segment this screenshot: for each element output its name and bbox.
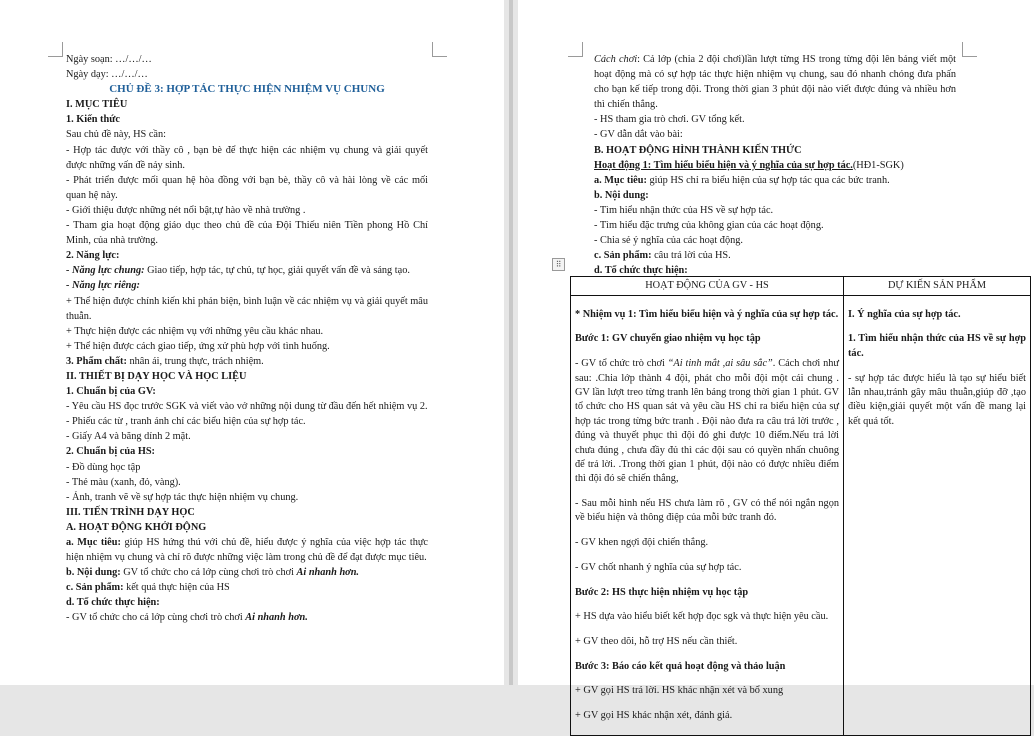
page-gap bbox=[504, 0, 518, 685]
heading: 2. Năng lực: bbox=[66, 250, 120, 262]
text: (HĐ1-SGK) bbox=[852, 159, 904, 171]
text-line: + GV gọi HS khác nhận xét, đánh giá. bbox=[575, 710, 733, 722]
heading: 1. Chuẩn bị của GV: bbox=[66, 386, 156, 398]
text-line: - Phát triển được mối quan hệ hòa đồng với bạn bè, thầy cô và hài lòng về các mối quan hệ này. bbox=[66, 174, 428, 201]
heading: B. HOẠT ĐỘNG HÌNH THÀNH KIẾN THỨC bbox=[594, 144, 802, 156]
step-title: Bước 3: Báo cáo kết quả hoạt động và thảo luận bbox=[575, 660, 786, 672]
text-line bbox=[594, 248, 956, 263]
text-line: - Tham gia hoạt động giáo dục theo chủ đề của Đội Thiếu niên Tiền phong Hồ Chí Minh, của nhà trường. bbox=[66, 220, 428, 247]
heading: d. Tổ chức thực hiện: bbox=[66, 597, 160, 609]
text-line bbox=[594, 158, 956, 173]
product-title: I. Ý nghĩa của sự hợp tác. bbox=[848, 308, 961, 320]
text-line: - Chia sẻ ý nghĩa của các hoạt động. bbox=[594, 235, 743, 247]
crop-mark bbox=[962, 42, 977, 57]
heading: d. Tổ chức thực hiện: bbox=[594, 265, 688, 277]
label: a. Mục tiêu: bbox=[594, 174, 647, 186]
table-move-handle-icon[interactable]: ⠿ bbox=[552, 258, 565, 271]
product-subtitle: 1. Tìm hiểu nhận thức của HS về sự hợp tác. bbox=[848, 333, 1026, 359]
document-page-right bbox=[518, 0, 1034, 722]
game-name: Ai nhanh hơn. bbox=[296, 567, 360, 579]
text-line bbox=[66, 535, 428, 565]
text-line: + GV theo dõi, hỗ trợ HS nếu cần thiết. bbox=[575, 635, 738, 647]
task-title: * Nhiệm vụ 1: Tìm hiểu biểu hiện và ý nghĩa của sự hợp tác. bbox=[575, 308, 839, 320]
table-header-cell: DỰ KIẾN SẢN PHẨM bbox=[844, 277, 1031, 296]
crop-mark bbox=[432, 42, 447, 57]
text-line: - Thẻ màu (xanh, đỏ, vàng). bbox=[66, 476, 181, 488]
text-line: - Sau mỗi hình nếu HS chưa làm rõ , GV có thể nói ngắn ngọn về biểu hiện và thông điệp của mỗi bức tranh đó. bbox=[575, 498, 839, 524]
table-header-row bbox=[571, 277, 1031, 296]
text: nhân ái, trung thực, trách nhiệm. bbox=[126, 355, 264, 367]
activity-table bbox=[570, 276, 1031, 736]
text-line: - sự hợp tác được hiểu là tạo sự hiểu biết lẫn nhau,tránh gây mâu thuẫn,giúp đỡ ,tạo điều kiện,giải quyết một vấn đề mang lại kết quả tốt. bbox=[848, 372, 1026, 427]
text: giúp HS hứng thú với chủ đề, hiểu được ý nghĩa của việc hợp tác thực hiện nhiệm vụ chung và chỉ rõ được những việc làm trong chủ đề để đạt được mục tiêu. bbox=[66, 537, 429, 564]
text: câu trả lời của HS. bbox=[651, 250, 731, 262]
text-line: - Giấy A4 và băng dính 2 mặt. bbox=[66, 431, 191, 443]
step-title: Bước 1: GV chuyển giao nhiệm vụ học tập bbox=[575, 333, 761, 345]
heading: II. THIẾT BỊ DẠY HỌC VÀ HỌC LIỆU bbox=[66, 370, 247, 382]
heading: 2. Chuẩn bị của HS: bbox=[66, 446, 155, 458]
text-line: - Hợp tác được với thầy cô , bạn bè để thực hiện các nhiệm vụ chung và giải quyết được những vấn đề nảy sinh. bbox=[66, 144, 428, 171]
text: - GV tổ chức trò chơi bbox=[575, 358, 668, 370]
text: kết quả thực hiện của HS bbox=[123, 582, 230, 594]
label: c. Sản phẩm: bbox=[594, 250, 652, 262]
text: GV tổ chức cho cả lớp cùng chơi trò chơi bbox=[120, 567, 297, 579]
text-line: - Yêu cầu HS đọc trước SGK và viết vào vở những nội dung từ đầu đến hết nhiệm vụ 2. bbox=[66, 401, 428, 413]
text-line bbox=[66, 580, 428, 595]
heading: III. TIẾN TRÌNH DẠY HỌC bbox=[66, 506, 195, 518]
text-line bbox=[594, 173, 956, 188]
text-line bbox=[66, 354, 428, 369]
table-header-cell: HOẠT ĐỘNG CỦA GV - HS bbox=[571, 277, 844, 296]
game-name: “Ai tinh mắt ,ai sâu sắc” bbox=[667, 358, 773, 370]
topic-title: CHỦ ĐỀ 3: HỢP TÁC THỰC HIỆN NHIỆM VỤ CHUNG bbox=[109, 83, 385, 96]
text-line: + HS dựa vào hiểu biết kết hợp đọc sgk và thực hiện yêu cầu. bbox=[575, 611, 829, 623]
text-line: - GV khen ngợi đội chiến thắng. bbox=[575, 537, 709, 549]
text: : Cả lớp (chia 2 đội chơi)lần lượt từng HS trong từng đội lên bảng viết một hoạt động mà có sự hợp tác thực hiện nhiệm vụ chung, sau đó nhanh chóng đưa phấn cho bạn kế tiếp trong đội. Trong thời gian 3 phút đội nào viết được đúng và nhiều hơn thì chiến thắng. bbox=[594, 54, 956, 111]
label: a. Mục tiêu: bbox=[66, 537, 121, 548]
text-line: - Tìm hiểu nhận thức của HS về sự hợp tác. bbox=[594, 204, 774, 216]
text-line: - Ảnh, tranh vẽ về sự hợp tác thực hiện nhiệm vụ chung. bbox=[66, 491, 299, 503]
text-line: - Phiếu các từ , tranh ảnh chỉ các biểu hiện của sự hợp tác. bbox=[66, 416, 306, 428]
text: giúp HS chỉ ra biểu hiện của sự hợp tác qua các bức tranh. bbox=[646, 174, 890, 186]
activity-title: Hoạt động 1: Tìm hiểu biểu hiện và ý nghĩa của sự hợp tác. bbox=[594, 159, 853, 171]
heading: I. MỤC TIÊU bbox=[66, 99, 128, 111]
text-line bbox=[66, 263, 428, 278]
text-line: - Tìm hiểu đặc trưng của không gian của các hoạt động. bbox=[594, 220, 824, 232]
text: - GV tổ chức cho cả lớp cùng chơi trò chơi bbox=[66, 612, 246, 624]
text: . Cách chơi như sau: .Chia lớp thành 4 đội, phát cho mỗi đội một cái chung . GV lần lượt treo từng tranh lên bảng trong thời gian 1 phút. GV tổ chức cho HS quan sát và yêu cầu HS chỉ ra biểu hiện của sự hợp tác trong từng bức tranh . Đội nào đưa ra câu trả lời trước , đúng và thuyết phục thì đội đó ghi được 10 điểm.Nếu trả lời chưa đúng , chưa đầy đủ thì các đội sau có quyền nhấn chuông để trả lời. .Trong thời gian 1 phút, đội nào có được nhiều điểm thì đội đó sẽ chiến thắng, bbox=[575, 358, 840, 485]
text-line: Ngày soạn: …/…/… bbox=[66, 54, 152, 65]
text-line: - GV chốt nhanh ý nghĩa của sự hợp tác. bbox=[575, 561, 742, 573]
text-line bbox=[66, 565, 428, 580]
text-line: + Thể hiện được chính kiến khi phản biện, bình luận về các nhiệm vụ và giải quyết mâu thuẫn. bbox=[66, 295, 428, 322]
text-line bbox=[594, 52, 956, 112]
label: c. Sản phẩm: bbox=[66, 582, 124, 594]
text-line: - GV dẫn dắt vào bài: bbox=[594, 129, 683, 141]
text-line: Sau chủ đề này, HS cần: bbox=[66, 129, 166, 141]
heading: b. Nội dung: bbox=[594, 189, 649, 201]
text-line: - Đồ dùng học tập bbox=[66, 461, 141, 473]
text-line: + Thể hiện được cách giao tiếp, ứng xử phù hợp với tình huống. bbox=[66, 340, 330, 352]
text-line: - Giới thiệu được những nét nổi bật,tự hào về nhà trường . bbox=[66, 204, 306, 216]
text-line bbox=[66, 610, 428, 625]
page-2-text-column bbox=[594, 52, 956, 278]
crop-mark bbox=[568, 42, 583, 57]
label: - Năng lực chung: bbox=[66, 265, 145, 277]
text-line: + Thực hiện được các nhiệm vụ với những yêu cầu khác nhau. bbox=[66, 325, 324, 337]
heading: 1. Kiến thức bbox=[66, 114, 120, 126]
expected-product-cell bbox=[844, 296, 1031, 735]
text: Giao tiếp, hợp tác, tự chủ, tự học, giải quyết vấn đề và sáng tạo. bbox=[144, 265, 410, 277]
text-line: - Năng lực riêng: bbox=[66, 280, 140, 292]
crop-mark bbox=[48, 42, 63, 57]
heading: A. HOẠT ĐỘNG KHỞI ĐỘNG bbox=[66, 521, 207, 533]
page-divider bbox=[509, 0, 513, 685]
text-line: - HS tham gia trò chơi. GV tổng kết. bbox=[594, 114, 745, 126]
text-line bbox=[575, 357, 839, 487]
text-line: Ngày dạy: …/…/… bbox=[66, 69, 148, 81]
document-page-left bbox=[0, 0, 504, 685]
label: b. Nội dung: bbox=[66, 567, 121, 579]
game-name: Ai nhanh hơn. bbox=[245, 612, 308, 624]
text-line: + GV gọi HS trả lời. HS khác nhận xét và bổ xung bbox=[575, 685, 784, 697]
table-row bbox=[571, 296, 1031, 735]
step-title: Bước 2: HS thực hiện nhiệm vụ học tập bbox=[575, 586, 749, 598]
label: 3. Phẩm chất: bbox=[66, 355, 127, 367]
label: Cách chơi bbox=[594, 54, 638, 65]
teacher-student-activity-cell bbox=[571, 296, 844, 735]
page-1-text-column bbox=[66, 52, 428, 626]
